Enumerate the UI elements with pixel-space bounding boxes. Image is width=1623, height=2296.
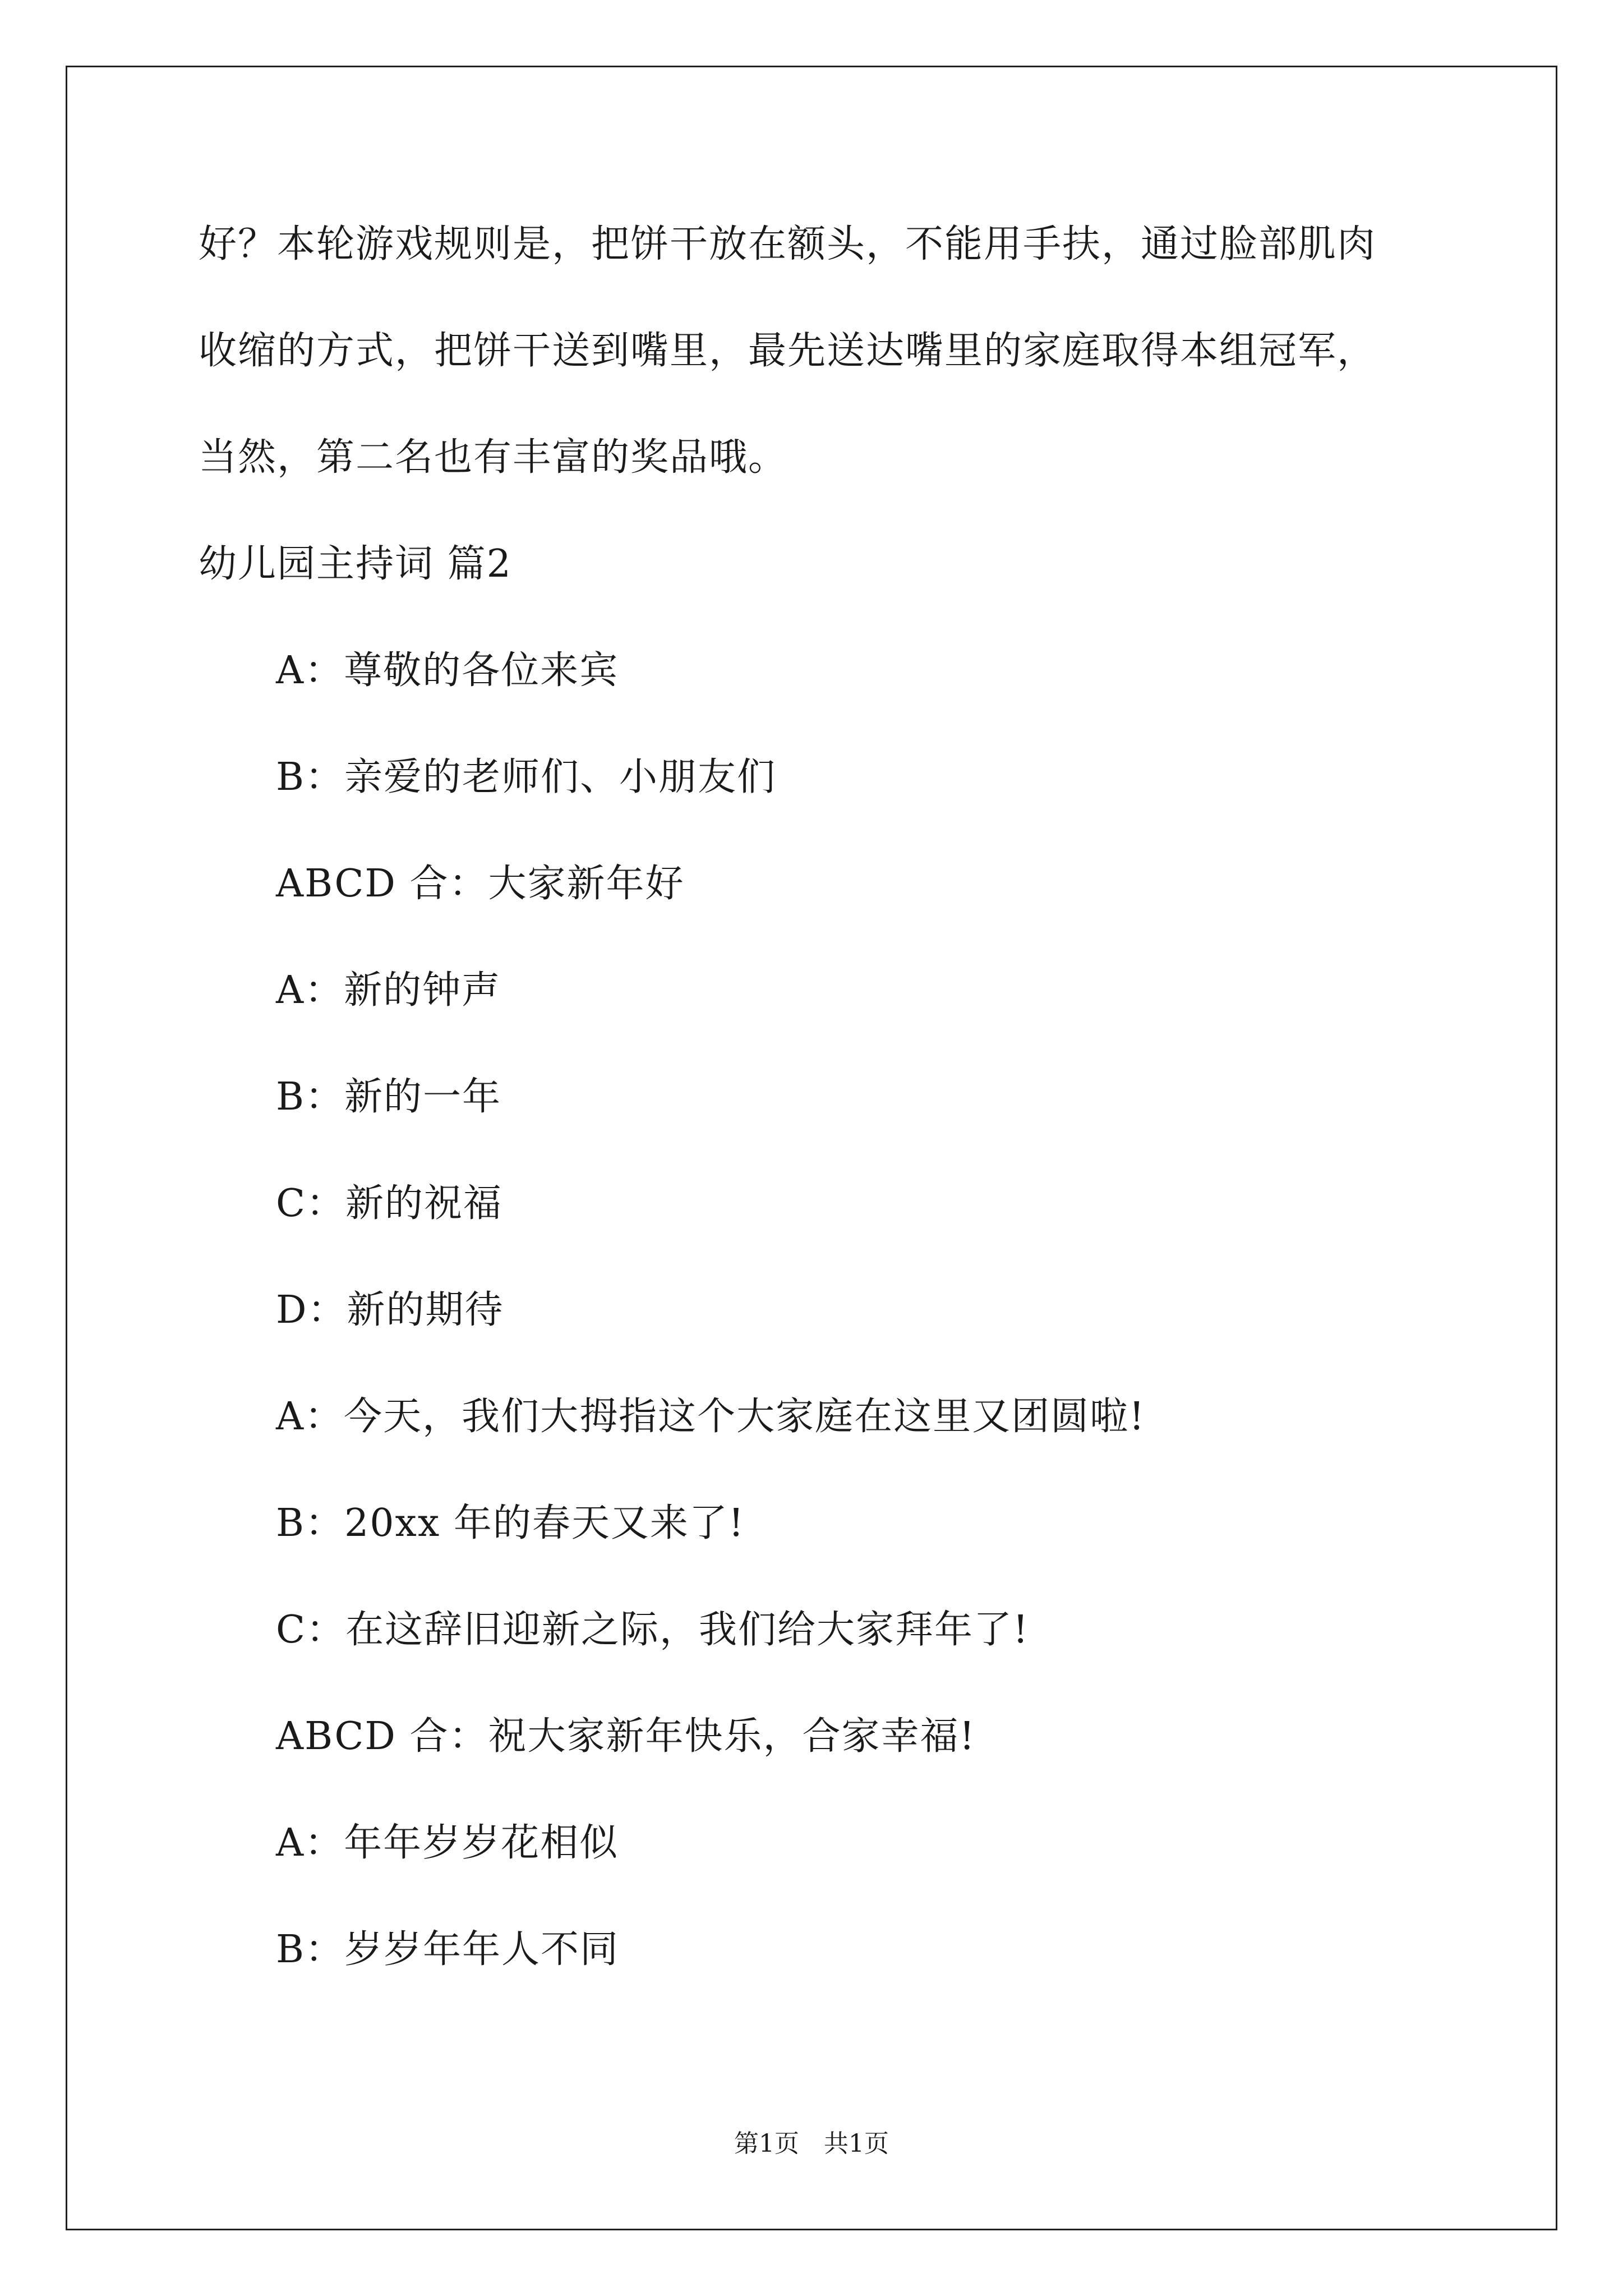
paragraph-line: 好？本轮游戏规则是，把饼干放在额头，不能用手扶，通过脸部肌肉 <box>199 222 1377 266</box>
dialogue-line: C：新的祝福 <box>276 1181 503 1226</box>
page-footer: 第1页 共1页 <box>734 2129 889 2158</box>
dialogue-line: B：亲爱的老师们、小朋友们 <box>276 755 776 799</box>
dialogue-line: B：20xx 年的春天又来了! <box>276 1501 745 1545</box>
paragraph-line: 收缩的方式，把饼干送到嘴里，最先送达嘴里的家庭取得本组冠军， <box>199 329 1377 373</box>
dialogue-line: C：在这辞旧迎新之际，我们给大家拜年了! <box>276 1608 1030 1652</box>
paragraph-line: 当然，第二名也有丰富的奖品哦。 <box>199 435 788 480</box>
dialogue-line: B：岁岁年年人不同 <box>276 1927 619 1972</box>
dialogue-line: A：新的钟声 <box>276 968 501 1013</box>
document-body <box>199 218 1455 2030</box>
section-title: 幼儿园主持词 篇2 <box>199 542 512 586</box>
dialogue-line: A：尊敬的各位来宾 <box>276 648 619 693</box>
dialogue-line: ABCD 合：大家新年好 <box>276 862 685 906</box>
dialogue-line: ABCD 合：祝大家新年快乐，合家幸福! <box>276 1714 976 1759</box>
dialogue-line: A：今天，我们大拇指这个大家庭在这里又团圆啦! <box>276 1395 1146 1439</box>
dialogue-line: B：新的一年 <box>276 1075 501 1119</box>
dialogue-line: A：年年岁岁花相似 <box>276 1821 619 1865</box>
dialogue-line: D：新的期待 <box>276 1288 504 1332</box>
